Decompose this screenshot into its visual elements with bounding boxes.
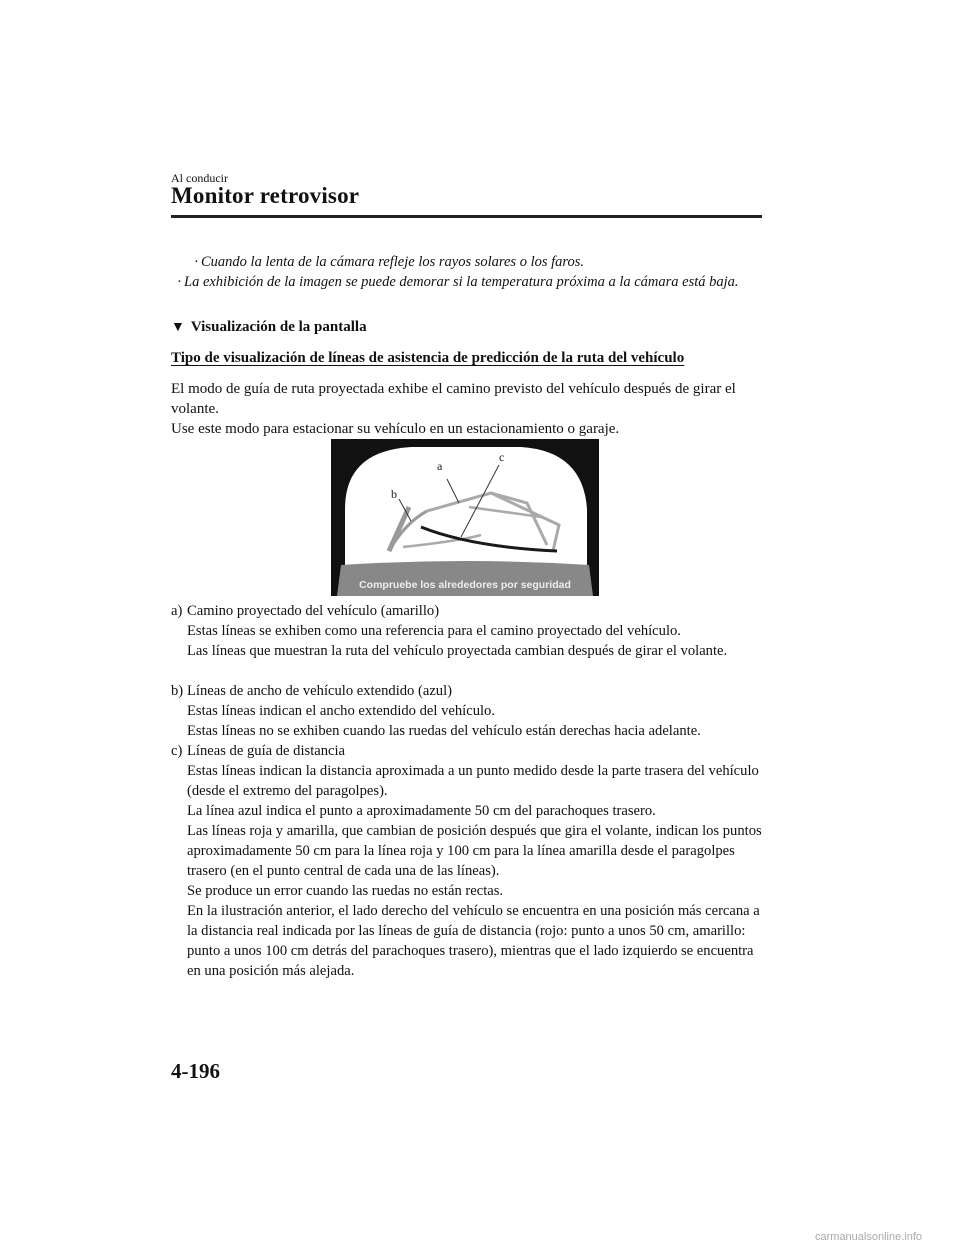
- legend-item-a: [171, 601, 763, 661]
- label-a: a: [437, 459, 443, 473]
- item-line: Estas líneas no se exhiben cuando las ruedas del vehículo están derechas hacia adelante.: [187, 723, 701, 739]
- camera-display-svg: [331, 439, 599, 596]
- note-text: Cuando la lenta de la cámara refleje los rayos solares o los faros.: [201, 254, 585, 270]
- item-line: En la ilustración anterior, el lado derecho del vehículo se encuentra en una posición más cercana a la distancia real indicada por las líneas de guía de distancia (rojo: punto a unos 50 cm, amarillo: punto a unos 100 cm detrás del parachoques trasero), mientras que el lado izquierdo se encuentra en una posición más alejada.: [187, 903, 760, 979]
- item-line: Las líneas que muestran la ruta del vehículo proyectada cambian después de girar el volante.: [187, 643, 728, 659]
- item-line: La línea azul indica el punto a aproximadamente 50 cm del parachoques trasero.: [187, 803, 656, 819]
- title-rule: [171, 215, 762, 218]
- item-line: Se produce un error cuando las ruedas no están rectas.: [187, 883, 504, 899]
- note-text: La exhibición de la imagen se puede demorar si la temperatura próxima a la cámara está baja.: [184, 274, 739, 290]
- item-line: Las líneas roja y amarilla, que cambian de posición después que gira el volante, indican los puntos aproximadamente 50 cm para la línea roja y 100 cm para la línea amarilla desde el paragolpes trasero (en el punto central de cada una de las líneas).: [187, 823, 762, 879]
- paragraph: Use este modo para estacionar su vehículo en un estacionamiento o garaje.: [171, 421, 620, 437]
- item-title: Líneas de ancho de vehículo extendido (azul): [187, 683, 453, 699]
- item-title: Líneas de guía de distancia: [187, 743, 346, 759]
- triangle-down-icon: ▼: [171, 320, 185, 335]
- banner-text: Compruebe los alrededores por seguridad: [359, 579, 571, 591]
- section-heading: [171, 319, 367, 336]
- paragraph: El modo de guía de ruta proyectada exhibe el camino previsto del vehículo después de girar el volante.: [171, 381, 736, 417]
- camera-display-illustration: [331, 439, 599, 596]
- section-heading-text: Visualización de la pantalla: [190, 319, 367, 335]
- note-item: [171, 252, 780, 272]
- item-line: Estas líneas indican la distancia aproximada a un punto medido desde la parte trasera del vehículo (desde el extremo del paragolpes).: [187, 763, 759, 799]
- bullet-icon: ·: [194, 254, 198, 270]
- watermark: carmanualsonline.info: [814, 1231, 922, 1243]
- note-item: [171, 272, 773, 292]
- item-title: Camino proyectado del vehículo (amarillo): [187, 603, 440, 619]
- label-c: c: [499, 450, 505, 464]
- item-label: c): [171, 743, 183, 759]
- page-number: 4-196: [171, 1059, 220, 1083]
- item-line: Estas líneas indican el ancho extendido del vehículo.: [187, 703, 495, 719]
- item-line: Estas líneas se exhiben como una referencia para el camino proyectado del vehículo.: [187, 623, 681, 639]
- label-b: b: [391, 487, 397, 501]
- page-title: Monitor retrovisor: [171, 183, 360, 208]
- legend-item-c: [171, 741, 763, 981]
- bullet-icon: ·: [177, 274, 181, 290]
- legend-item-b: [171, 681, 763, 741]
- section-label: Al conducir: [171, 171, 228, 185]
- item-label: b): [171, 683, 184, 699]
- item-label: a): [171, 603, 183, 619]
- subsection-heading: Tipo de visualización de líneas de asistencia de predicción de la ruta del vehículo: [171, 350, 685, 366]
